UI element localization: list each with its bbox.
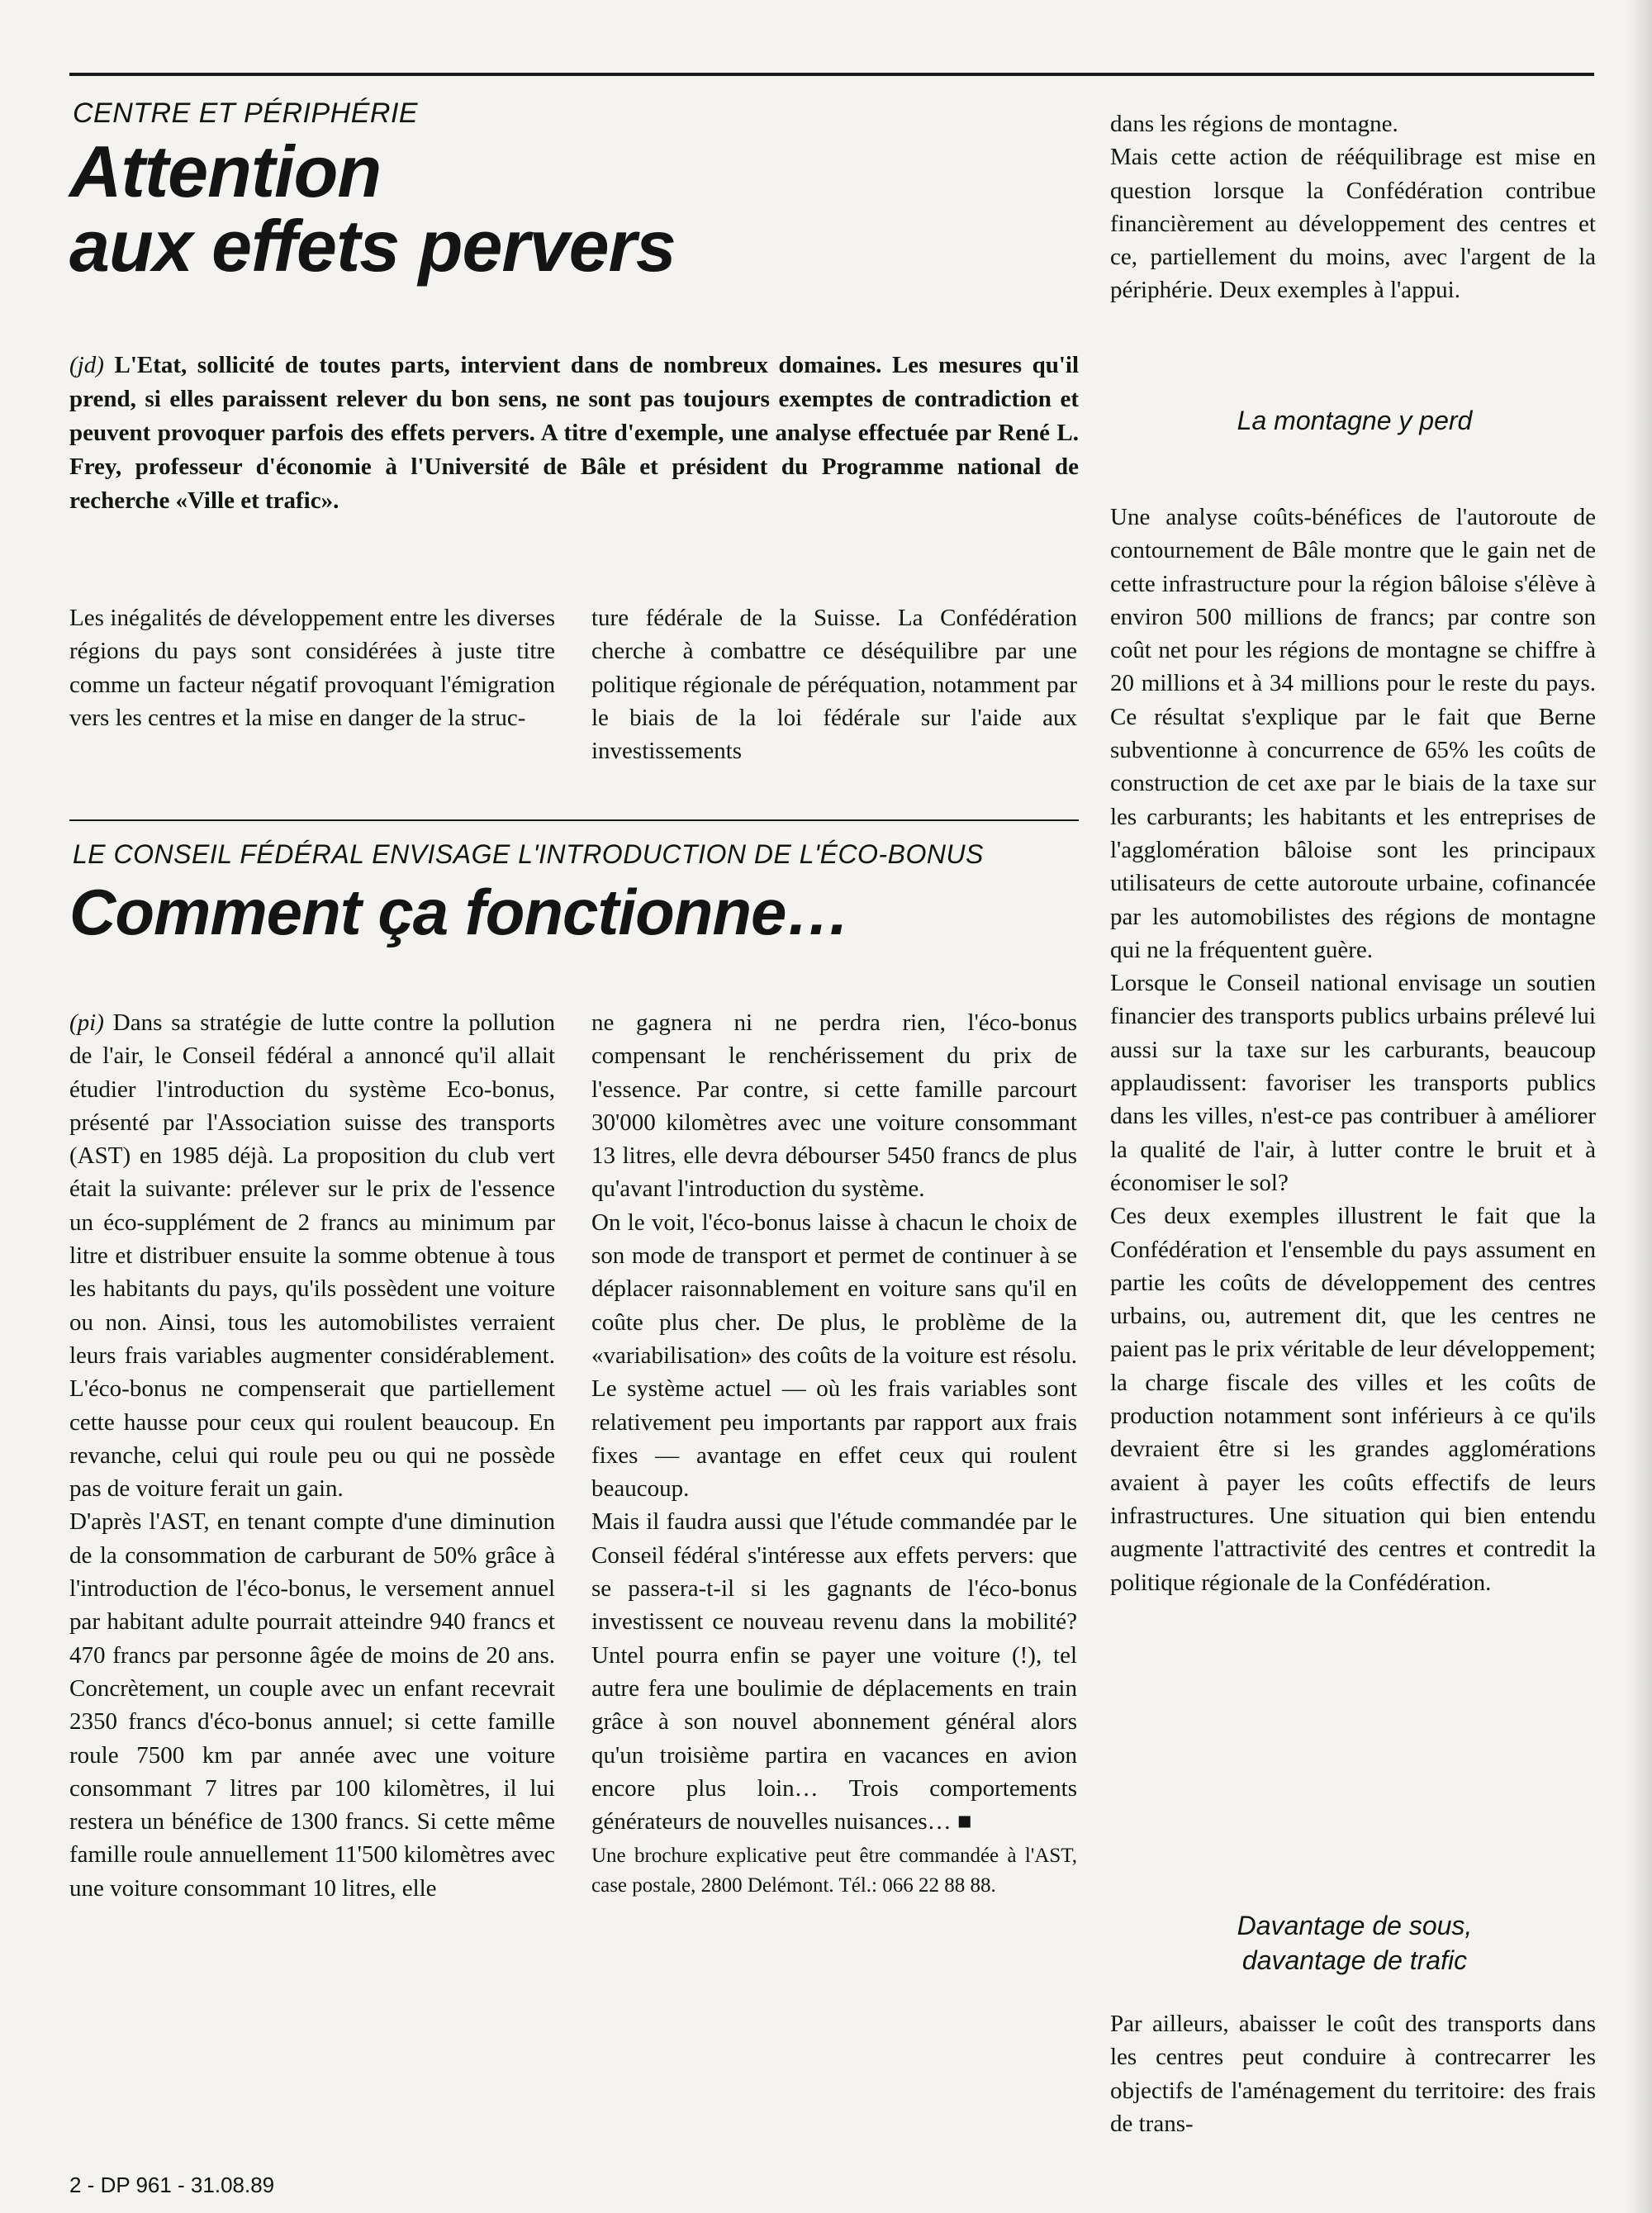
article1-title-line2: aux effets pervers: [69, 205, 676, 287]
col3-paragraph-3: Une analyse coûts-bénéfices de l'autoroute de contournement de Bâle montre que le gain net de cette infrastructure pour la région bâloise s'élève à environ 500 millions de francs; par contre son coût net pour les régions de montagne se chiffre à 20 millions et à 34 millions pour le reste du pays. Ce résultat s'explique par le fait que Berne subventionne à concurrence de 65% les coûts de construction de cet axe par le biais de la taxe sur les carburants; les habitants et les entreprises de l'agglomération bâloise sont les principaux utilisateurs de cette autoroute urbaine, cofinancée par les automobilistes des régions de montagne qui ne la fréquentent guère.: [1110, 504, 1596, 963]
col3-paragraph-4: Lorsque le Conseil national envisage un soutien financier des transports publics urbains prélevé lui aussi sur la taxe sur les carburants, beaucoup applaudissent: favoriser les transports publics dans les villes, n'est-ce pas contribuer à améliorer la qualité de l'air, à lutter contre le bruit et à économiser le sol?: [1110, 970, 1596, 1196]
article2-col2-paragraph-1: ne gagnera ni ne perdra rien, l'éco-bonus compensant le renchérissement du prix de l'essence. Par contre, si cette famille parcourt 30'000 kilomètres avec une voiture consommant 13 litres, elle devra débourser 5450 francs de plus qu'avant l'introduction du système.: [591, 1009, 1077, 1203]
article2-col1-paragraph-2: D'après l'AST, en tenant compte d'une diminution de la consommation de carburant de 50% grâce à l'introduction de l'éco-bonus, le versement annuel par habitant adulte pourrait atteindre 940 francs et 470 francs par personne âgée de moins de 20 ans. Concrètement, un couple avec un enfant recevrait 2350 francs d'éco-bonus annuel; si cette famille roule 7500 km par année avec une voiture consommant 7 litres par 100 kilomètres, il lui restera un bénéfice de 1300 francs. Si cette même famille roule annuellement 11'500 kilomètres avec une voiture consommant 10 litres, elle: [69, 1508, 555, 1902]
lead-initials: (jd): [69, 352, 104, 378]
article1-lead: [69, 349, 1079, 518]
article1-col1-text: Les inégalités de développement entre les diverses régions du pays sont considérées à juste titre comme un facteur négatif provoquant l'émigration vers les centres et la mise en danger de la struc-: [69, 605, 555, 731]
page-footer: 2 - DP 961 - 31.08.89: [69, 2173, 275, 2197]
article2-initials: (pi): [69, 1009, 104, 1036]
top-rule: [69, 73, 1594, 76]
col3-paragraph-5: Ces deux exemples illustrent le fait que la Confédération et l'ensemble du pays assument en partie les coûts de développement des centres urbains, ou, autrement dit, que les centres ne paient pas le prix véritable de leur développement; la charge fiscale des villes et les coûts de production notamment sont inférieurs à ce qu'ils devraient être si les grandes agglomérations avaient à payer les coûts effectifs de leurs infrastructures. Une situation qui bien entendu augmente l'attractivité des centres et contredit la politique régionale de la Confédération.: [1110, 1203, 1596, 1596]
article2-col2-paragraph-3: [591, 1505, 1077, 1838]
article1-col3-middle: [1110, 501, 1596, 1599]
article2-kicker: LE CONSEIL FÉDÉRAL ENVISAGE L'INTRODUCTION DE L'ÉCO-BONUS: [73, 839, 984, 869]
article2-col2-p3-text: Mais il faudra aussi que l'étude commandée par le Conseil fédéral s'intéresse aux effets pervers: que se passera-t-il si les gagnants de l'éco-bonus investissent ce nouveau revenu dans la mobilité? Untel pourra enfin se payer une voiture (!), tel autre fera une boulimie de déplacements en train grâce à son nouvel abonnement général alors qu'un troisième partira en vacances en avion encore plus loin… Trois comportements générateurs de nouvelles nuisances…: [591, 1508, 1077, 1835]
article1-col3-top: [1110, 107, 1596, 307]
article1-col1: [69, 601, 555, 734]
article2-col1-paragraph-1: [69, 1006, 555, 1505]
subhead-la-montagne: La montagne y perd: [1237, 406, 1473, 435]
article1-col3-bottom: [1110, 2007, 1596, 2140]
article2-col2: [591, 1006, 1077, 1901]
article1-kicker: CENTRE ET PÉRIPHÉRIE: [73, 97, 419, 129]
article1-col2-text: ture fédérale de la Suisse. La Confédération cherche à combattre ce déséquilibre par une politique régionale de péréquation, notamment par le biais de la loi fédérale sur l'aide aux investissements: [591, 605, 1077, 765]
article1-col2: [591, 601, 1077, 767]
article2-col1-p1-text: Dans sa stratégie de lutte contre la pollution de l'air, le Conseil fédéral a annoncé qu'il allait étudier l'introduction du système Eco-bonus, présenté par l'Association suisse des transports (AST) en 1985 déjà. La proposition du club vert était la suivante: prélever sur le prix de l'essence un éco-supplément de 2 francs au minimum par litre et distribuer ensuite la somme obtenue à tous les habitants du pays, qu'ils possèdent une voiture ou non. Ainsi, tous les automobilistes verraient leurs frais variables augmenter considérablement. L'éco-bonus ne compenserait que partiellement cette hausse pour ceux qui roulent beaucoup. En revanche, celui qui roule peu ou qui ne possède pas de voiture ferait un gain.: [69, 1009, 556, 1503]
end-mark: ■: [957, 1808, 972, 1835]
lead-text: L'Etat, sollicité de toutes parts, intervient dans de nombreux domaines. Les mesures qu'il prend, si elles paraissent relever du bon sens, ne sont pas toujours exemptes de contradiction et peuvent provoquer parfois des effets pervers. A titre d'exemple, une analyse effectuée par René L. Frey, professeur d'économie à l'Université de Bâle et président du Programme national de recherche «Ville et trafic».: [69, 352, 1080, 514]
article2-title: Comment ça fonctionne…: [69, 876, 850, 948]
article-divider-rule: [69, 819, 1079, 821]
col3-paragraph-1: dans les régions de montagne.: [1110, 111, 1398, 137]
article1-title-line1: Attention: [69, 131, 382, 212]
brochure-note: Une brochure explicative peut être commandée à l'AST, case postale, 2800 Delémont. Tél.: 066 22 88 88.: [591, 1845, 1077, 1897]
article2-col1: [69, 1006, 555, 1905]
col3-paragraph-6: Par ailleurs, abaisser le coût des transports dans les centres peut conduire à contrecarrer les objectifs de l'aménagement du territoire: des frais de trans-: [1110, 2011, 1596, 2137]
col3-paragraph-2: Mais cette action de rééquilibrage est mise en question lorsque la Confédération contribue financièrement au développement des centres et ce, partiellement du moins, avec l'argent de la périphérie. Deux exemples à l'appui.: [1110, 144, 1596, 304]
article2-col2-paragraph-2: On le voit, l'éco-bonus laisse à chacun le choix de son mode de transport et permet de continuer à se déplacer raisonnablement en voiture sans qu'il en coûte plus cher. De plus, le problème de la «variabilisation» des coûts de la voiture est résolu. Le système actuel — où les frais variables sont relativement peu importants par rapport aux frais fixes — avantage en effet ceux qui roulent beaucoup.: [591, 1209, 1077, 1503]
page-spine-shadow: [1627, 0, 1652, 2213]
subhead-davantage: Davantage de sous, davantage de trafic: [1237, 1911, 1473, 1975]
